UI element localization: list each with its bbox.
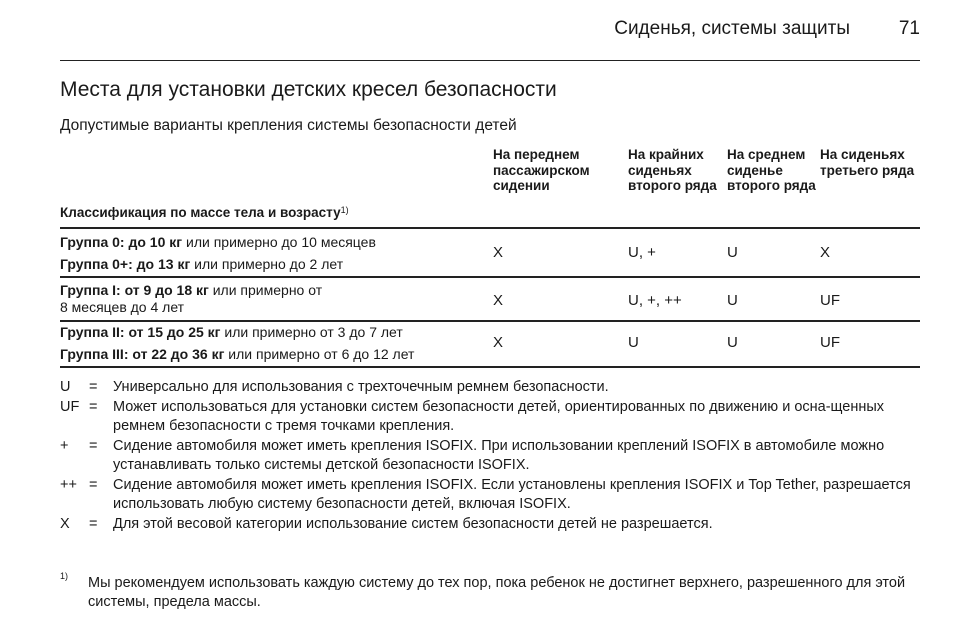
running-header-title: Сиденья, системы защиты xyxy=(614,18,850,39)
section-title: Места для установки детских кресел безопасности xyxy=(60,78,557,101)
footnote-mark: 1) xyxy=(60,571,69,581)
table-row-rule xyxy=(60,276,920,278)
column-header-front-passenger: На переднем пассажирском сидении xyxy=(493,147,590,193)
table-bottom-rule xyxy=(60,366,920,368)
cell-value: X xyxy=(820,244,831,261)
table-row-group-1-age: 8 месяцев до 4 лет xyxy=(60,299,185,315)
legend-item-UF: UF = Может использоваться для установки систем безопасности детей, ориентированных по движению и осна-щенных ремнем безопасности с тремя точками крепления. xyxy=(60,399,885,434)
column-header-second-row-center: На среднем сиденье второго ряда xyxy=(727,147,816,193)
table-row-group-1: Группа I: от 9 до 18 кг или примерно от xyxy=(60,282,323,298)
cell-value: X xyxy=(493,334,504,351)
footnote-reference: 1) xyxy=(340,205,349,215)
column-header-classification: Классификация по массе тела и возрасту$^{1)}$ xyxy=(60,205,349,220)
cell-value: U xyxy=(727,334,738,351)
cell-value: U, +, ++ xyxy=(628,292,682,309)
column-header-third-row: На сиденьях третьего ряда xyxy=(820,147,915,178)
cell-value: X xyxy=(493,244,504,261)
table-caption: Допустимые варианты крепления системы безопасности детей xyxy=(60,117,517,134)
table-row-group-0: Группа 0: до 10 кг или примерно до 10 месяцев xyxy=(60,234,376,250)
column-header-second-row-outer: На крайних сиденьях второго ряда xyxy=(628,147,717,193)
page-number: 71 xyxy=(898,18,920,39)
table-row-group-3: Группа III: от 22 до 36 кг или примерно от 6 до 12 лет xyxy=(60,346,415,362)
legend-item-plus: + = Сидение автомобиля может иметь крепления ISOFIX. При использовании креплений ISOFIX в автомобиле можно устанавливать только системы детской безопасности ISOFIX. xyxy=(60,438,885,473)
table-header-rule xyxy=(60,227,920,229)
footnote-text: Мы рекомендуем использовать каждую систему до тех пор, пока ребенок не достигнет верхнего, разрешенного для этой системы, предела массы. xyxy=(88,575,906,610)
legend-item-plusplus: ++ = Сидение автомобиля может иметь крепления ISOFIX. Если установлены крепления ISOFIX и Top Tether, разрешается использовать любую систему безопасности детей, включая ISOFIX. xyxy=(60,477,911,512)
cell-value: U xyxy=(727,292,738,309)
table-row-rule xyxy=(60,320,920,322)
legend-item-X: X = Для этой весовой категории использование систем безопасности детей не разрешается. xyxy=(60,516,713,532)
cell-value: U xyxy=(727,244,738,261)
table-row-group-2: Группа II: от 15 до 25 кг или примерно от 3 до 7 лет xyxy=(60,324,403,340)
cell-value: UF xyxy=(820,334,840,351)
cell-value: U xyxy=(628,334,639,351)
table-row-group-0plus: Группа 0+: до 13 кг или примерно до 2 лет xyxy=(60,256,344,272)
cell-value: X xyxy=(493,292,504,309)
legend-item-U: U = Универсально для использования с трехточечным ремнем безопасности. xyxy=(60,379,609,395)
cell-value: U, + xyxy=(628,244,656,261)
cell-value: UF xyxy=(820,292,840,309)
header-divider xyxy=(60,60,920,61)
